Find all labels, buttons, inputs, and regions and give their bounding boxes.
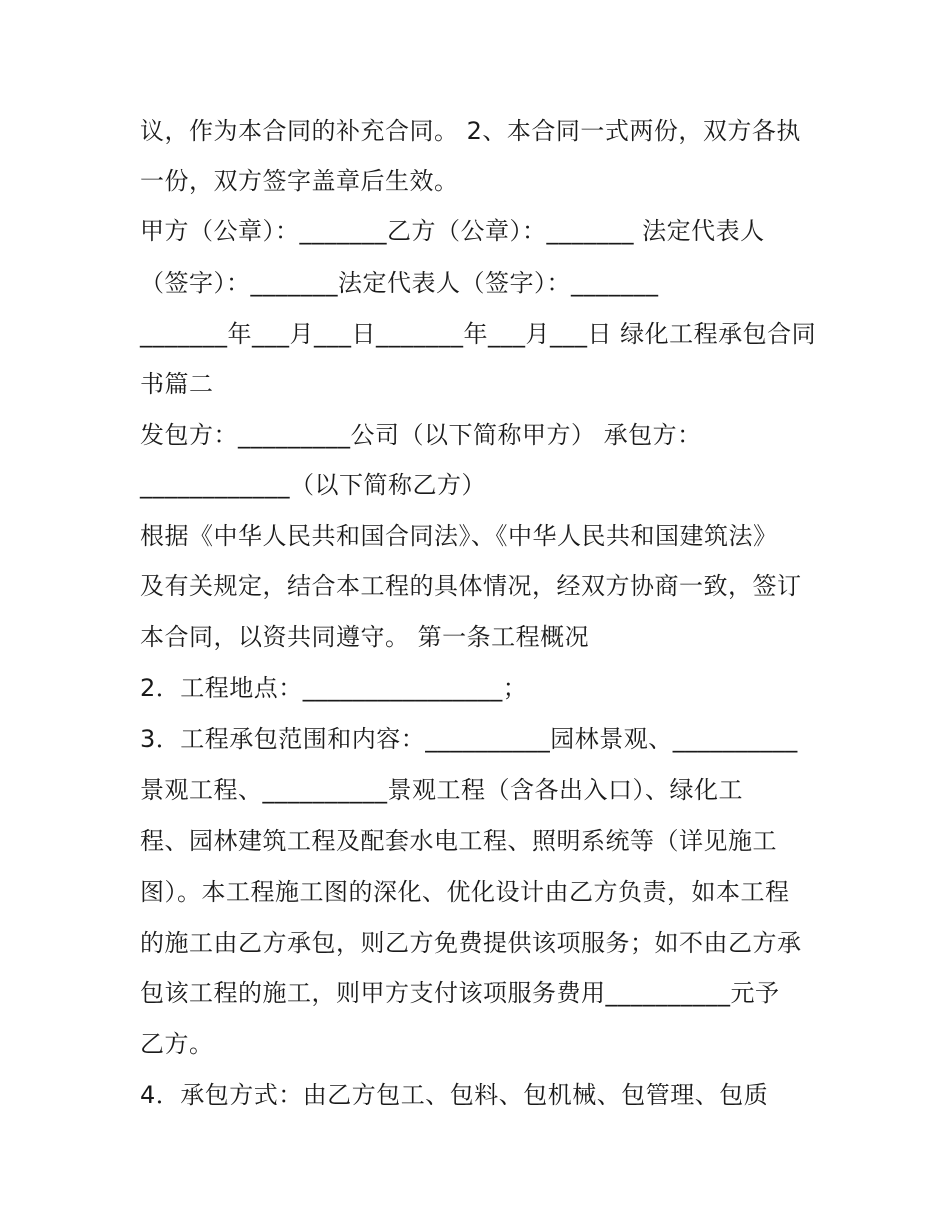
- text-line: 议，作为本合同的补充合同。 2、本合同一式两份，双方各执: [140, 117, 801, 145]
- text-line: 包该工程的施工，则甲方支付该项服务费用__________元予: [140, 979, 780, 1007]
- text-line: 甲方（公章）：_______乙方（公章）：_______ 法定代表人: [140, 217, 765, 245]
- text-line: ____________（以下简称乙方）: [140, 471, 486, 499]
- text-line: 4．承包方式：由乙方包工、包料、包机械、包管理、包质: [140, 1081, 769, 1109]
- text-line: 图）。本工程施工图的深化、优化设计由乙方负责，如本工程: [140, 878, 790, 906]
- text-line: 乙方。: [140, 1030, 214, 1058]
- text-line: 的施工由乙方承包，则乙方免费提供该项服务；如不由乙方承: [140, 929, 802, 957]
- text-line: 程、园林建筑工程及配套水电工程、照明系统等（详见施工: [140, 827, 777, 855]
- text-line: 一份，双方签字盖章后生效。: [140, 167, 459, 195]
- text-line: （签字）：_______法定代表人（签字）：_______: [140, 269, 659, 297]
- text-line: 根据《中华人民共和国合同法》、《中华人民共和国建筑法》: [140, 522, 778, 550]
- text-line: 2．工程地点：________________；: [140, 674, 528, 702]
- text-line: 景观工程、__________景观工程（含各出入口）、绿化工: [140, 776, 743, 804]
- text-line: 本合同，以资共同遵守。 第一条工程概况: [140, 623, 590, 651]
- text-line: _______年___月___日_______年___月___日 绿化工程承包合同: [140, 320, 817, 348]
- text-line: 及有关规定，结合本工程的具体情况，经双方协商一致，签订: [140, 572, 802, 600]
- text-line: 书篇二: [140, 370, 214, 398]
- text-line: 发包方：_________公司（以下简称甲方） 承包方：: [140, 421, 702, 449]
- text-line: 3．工程承包范围和内容：__________园林景观、__________: [140, 725, 798, 753]
